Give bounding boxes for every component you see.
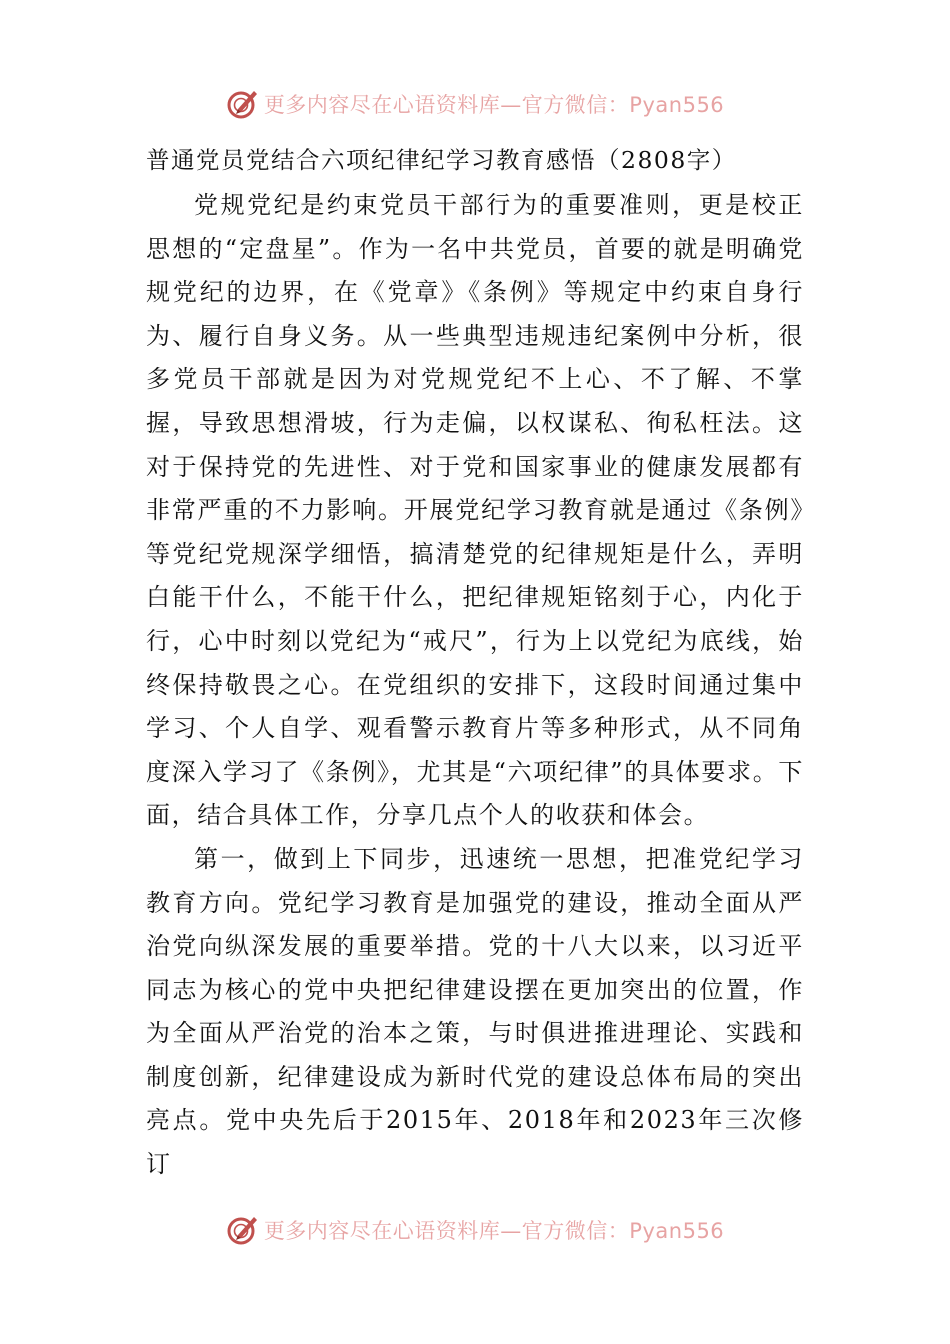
paragraph-intro: 党规党纪是约束党员干部行为的重要准则，更是校正思想的“定盘星”。作为一名中共党员，首要的就是明确党规党纪的边界，在《党章》《条例》等规定中约束自身行为、履行自身义务。从一些典型违规违纪案例中分析，很多党员干部就是因为对党规党纪不上心、不了解、不掌握，导致思想滑坡，行为走偏，以权谋私、徇私枉法。这对于保持党的先进性、对于党和国家事业的健康发展都有非常严重的不力影响。开展党纪学习教育就是通过《条例》等党纪党规深学细悟，搞清楚党的纪律规矩是什么，弄明白能干什么，不能干什么，把纪律规矩铭刻于心，内化于行，心中时刻以党纪为“戒尺”，行为上以党纪为底线，始终保持敬畏之心。在党组织的安排下，这段时间通过集中学习、个人自学、观看警示教育片等多种形式，从不同角度深入学习了《条例》，尤其是“六项纪律”的具体要求。下面，结合具体工作，分享几点个人的收获和体会。 — [146, 191, 804, 830]
document-body — [146, 140, 804, 1187]
header-watermark — [0, 84, 950, 124]
header-watermark-text: 更多内容尽在心语资料库—官方微信：Pyan556 — [263, 93, 725, 117]
pen-circle-logo-icon — [226, 87, 260, 121]
footer-watermark-text: 更多内容尽在心语资料库—官方微信：Pyan556 — [263, 1219, 725, 1243]
paragraph-first-point: 第一，做到上下同步，迅速统一思想，把准党纪学习教育方向。党纪学习教育是加强党的建设，推动全面从严治党向纵深发展的重要举措。党的十八大以来，以习近平同志为核心的党中央把纪律建设摆在更加突出的位置，作为全面从严治党的治本之策，与时俱进推进理论、实践和制度创新，纪律建设成为新时代党的建设总体布局的突出亮点。党中央先后于2015年、2018年和2023年三次修订 — [146, 844, 804, 1179]
footer-watermark — [0, 1210, 950, 1250]
document-title: 普通党员党结合六项纪律纪学习教育感悟（2808字） — [146, 146, 737, 174]
pen-circle-logo-icon — [226, 1213, 260, 1247]
